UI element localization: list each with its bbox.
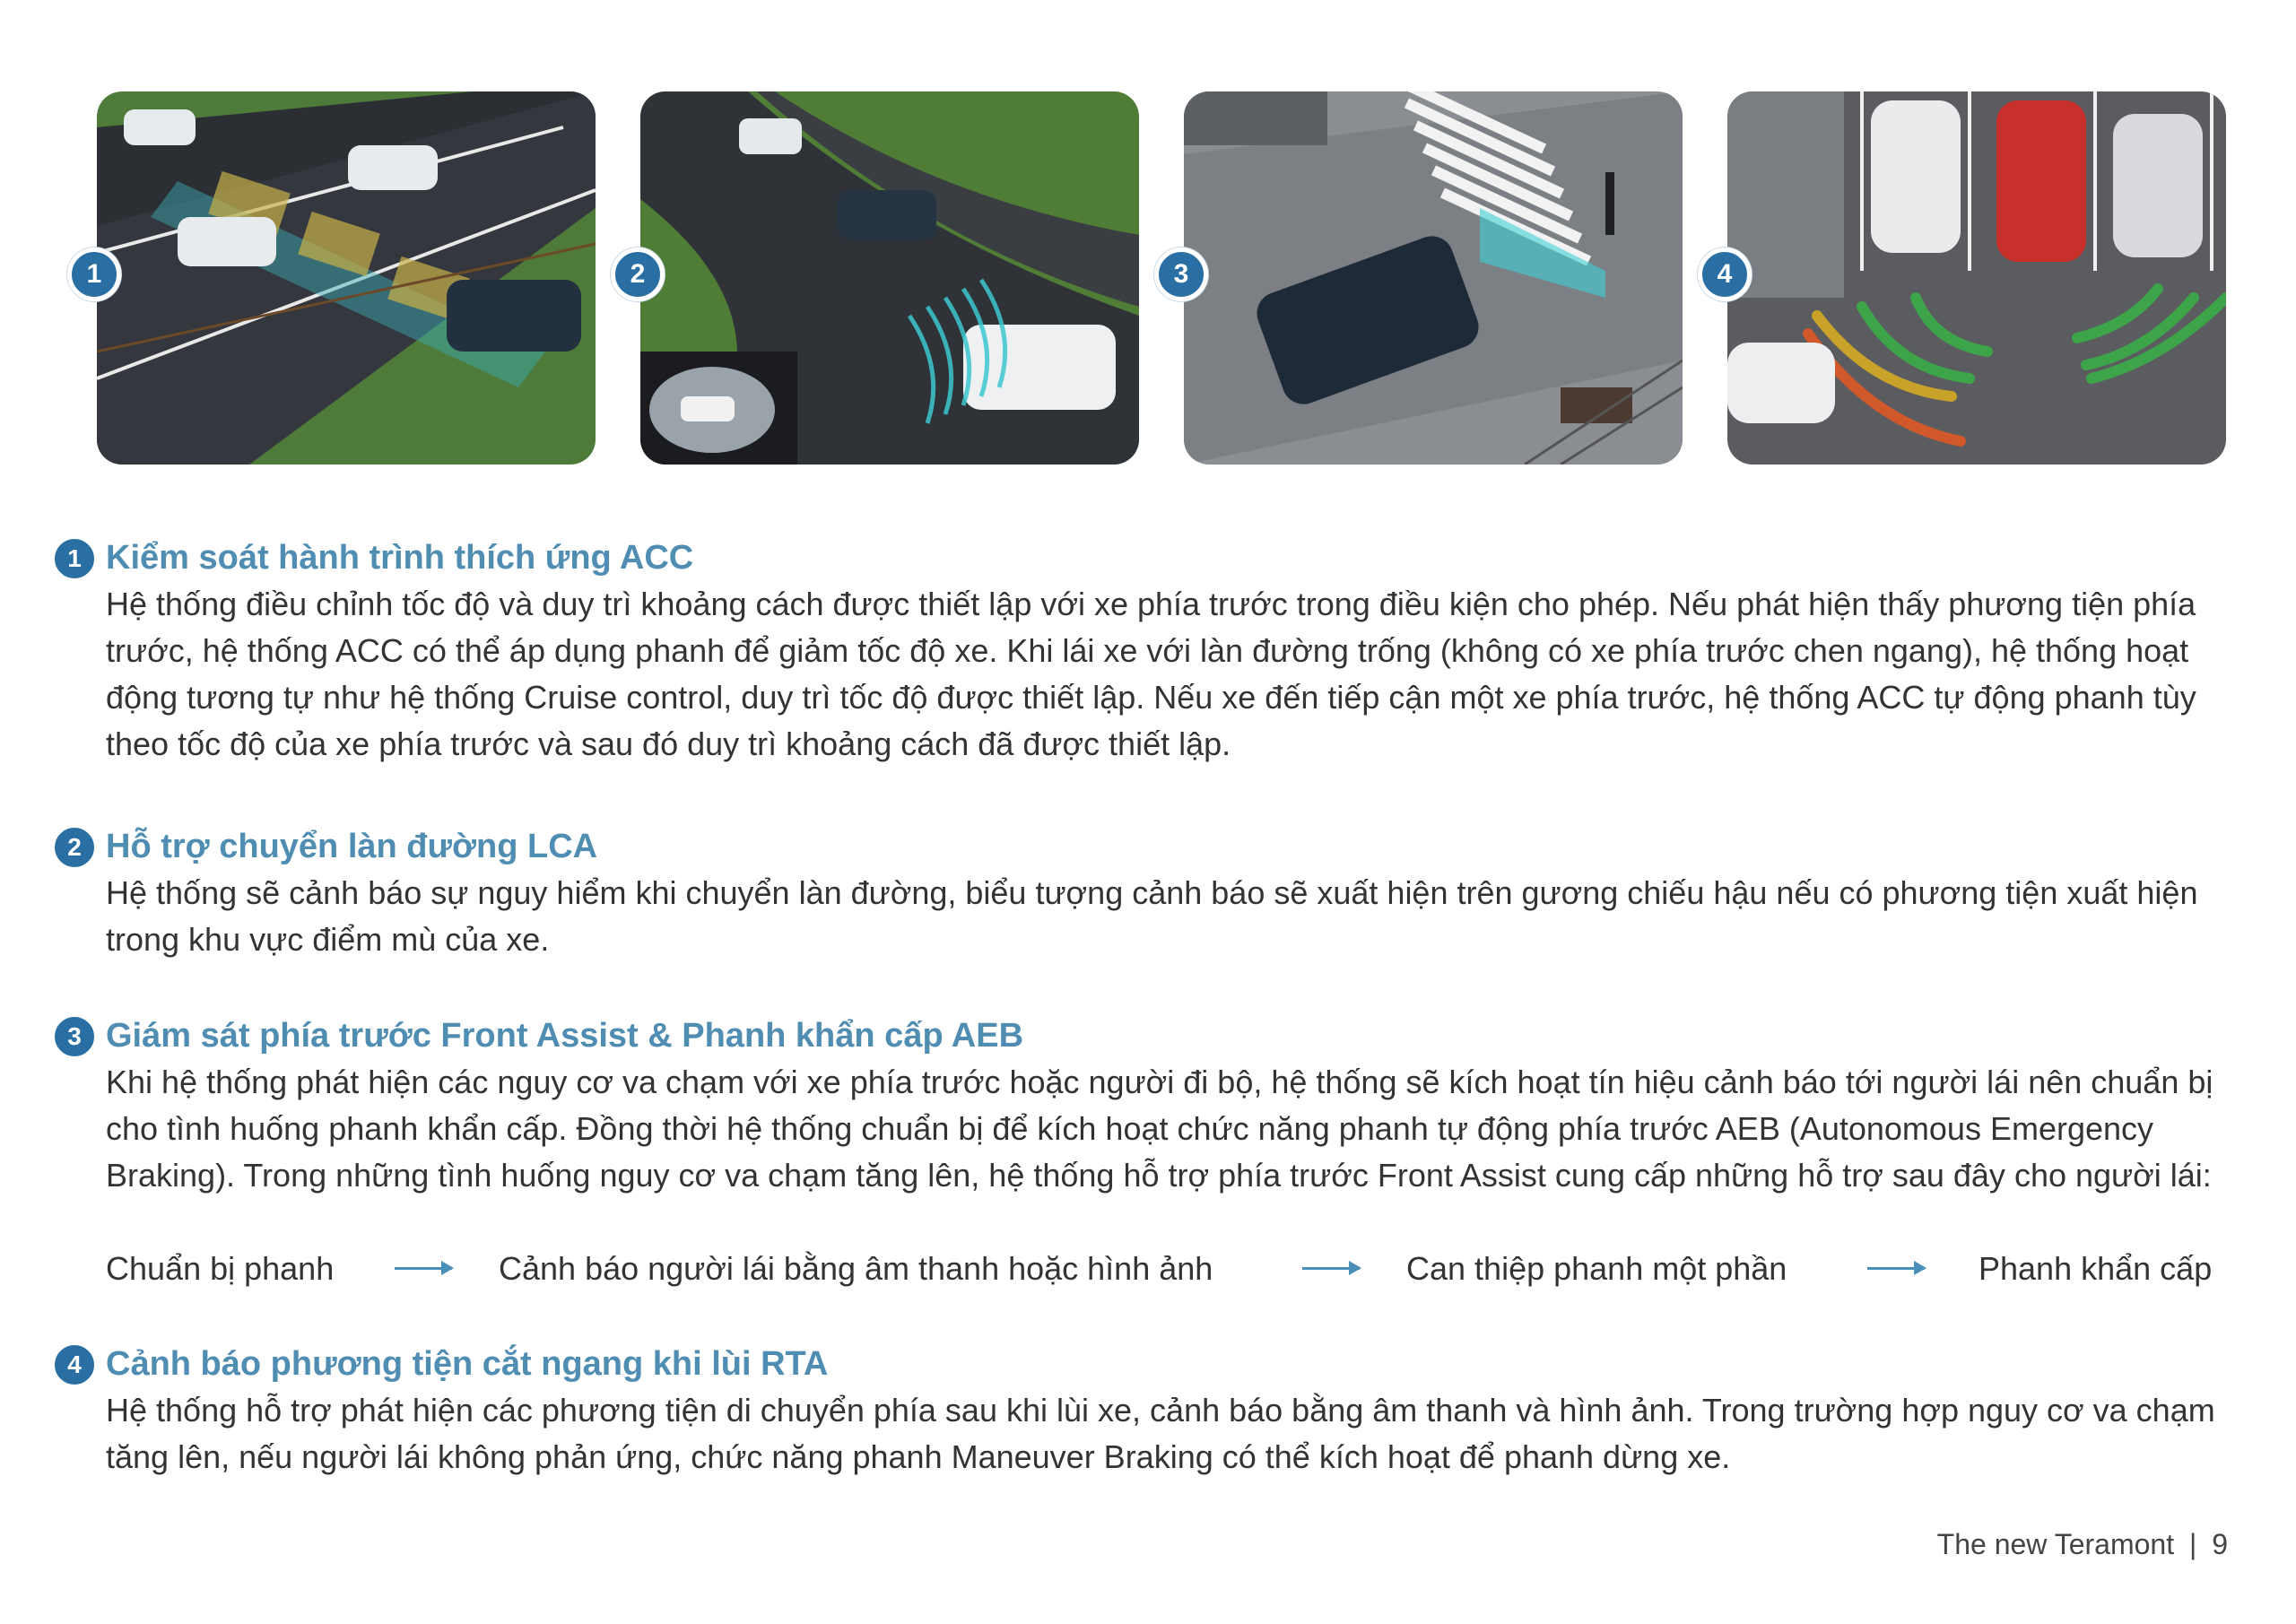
flow-arrow-icon [1867,1267,1925,1270]
section-number-badge: 3 [52,1014,97,1059]
section-number-badge: 1 [52,536,97,581]
section-number-badge: 4 [52,1342,97,1387]
flow-step-4: Phanh khẩn cấp [1979,1250,2213,1287]
page-number: 9 [2212,1528,2228,1560]
section-body: Hệ thống hỗ trợ phát hiện các phương tiện di chuyển phía sau khi lùi xe, cảnh báo bằng âm thanh và hình ảnh. Trong trường hợp nguy cơ va chạm tăng lên, nếu người lái không phản ứng, chức năng phanh Maneuver Braking có thể kích hoạt để phanh dừng xe. [106,1392,2215,1475]
rear-traffic-photo [1727,91,2226,465]
section-body: Khi hệ thống phát hiện các nguy cơ va chạm với xe phía trước hoặc người đi bộ, hệ thống sẽ kích hoạt tín hiệu cảnh báo tới người lái nên chuẩn bị cho tình huống phanh khẩn cấp. Đồng thời hệ thống chuẩn bị để kích hoạt chức năng phanh tự động phía trước AEB (Autonomous Emergency Braking). Trong những tình huống nguy cơ va chạm tăng lên, hệ thống hỗ trợ phía trước Front Assist cung cấp những hỗ trợ sau đây cho người lái: [106,1064,2213,1194]
photo-badge-1: 1 [67,248,121,301]
flow-arrow-icon [395,1267,452,1270]
braking-flow [106,1246,2230,1292]
section-title: Hỗ trợ chuyển làn đường LCA [106,828,598,865]
flow-arrow-icon [1302,1267,1360,1270]
section-body: Hệ thống điều chỉnh tốc độ và duy trì khoảng cách được thiết lập với xe phía trước trong điều kiện cho phép. Nếu phát hiện thấy phương tiện phía trước, hệ thống ACC có thể áp dụng phanh để giảm tốc độ xe. Khi lái xe với làn đường trống (không có xe phía trước chen ngang), hệ thống hoạt động tương tự như hệ thống Cruise control, duy trì tốc độ được thiết lập. Nếu xe đến tiếp cận một xe phía trước, hệ thống ACC tự động phanh tùy theo tốc độ của xe phía trước và sau đó duy trì khoảng cách đã được thiết lập. [106,586,2196,762]
flow-step-1: Chuẩn bị phanh [106,1250,335,1287]
section-title: Kiểm soát hành trình thích ứng ACC [106,539,694,577]
section-title: Giám sát phía trước Front Assist & Phanh khẩn cấp AEB [106,1017,1024,1055]
flow-step-2: Cảnh báo người lái bằng âm thanh hoặc hình ảnh [499,1250,1213,1287]
page-footer [1937,1528,2228,1561]
photo-badge-4: 4 [1698,248,1752,301]
section-number-badge: 2 [52,825,97,870]
lane-change-photo [640,91,1139,465]
acc-highway-photo [97,91,596,465]
front-assist-photo [1184,91,1683,465]
flow-step-3: Can thiệp phanh một phần [1406,1250,1787,1287]
feature-photo-row [86,91,2228,465]
footer-separator: | [2189,1528,2197,1560]
photo-badge-2: 2 [611,248,665,301]
footer-brand: The new Teramont [1936,1528,2175,1560]
photo-badge-3: 3 [1154,248,1208,301]
section-title: Cảnh báo phương tiện cắt ngang khi lùi RTA [106,1345,829,1383]
section-body: Hệ thống sẽ cảnh báo sự nguy hiểm khi chuyển làn đường, biểu tượng cảnh báo sẽ xuất hiện trên gương chiếu hậu nếu có phương tiện xuất hiện trong khu vực điểm mù của xe. [106,874,2198,958]
